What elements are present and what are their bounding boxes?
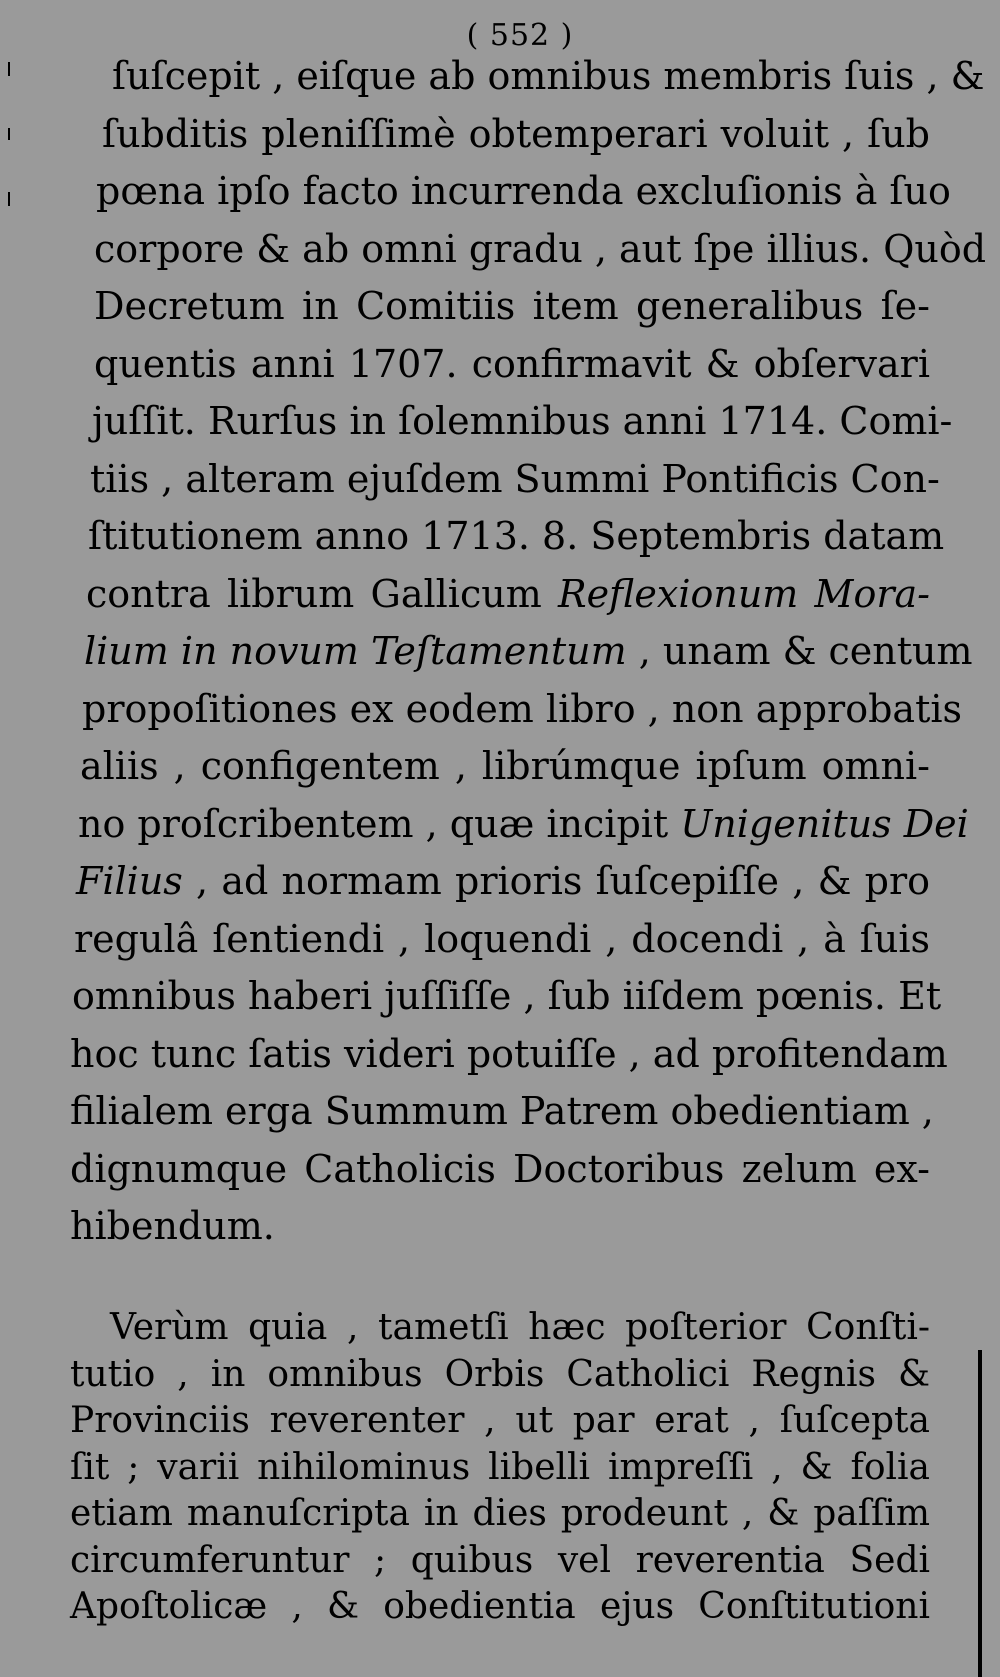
- paragraph-1: [70, 48, 987, 1256]
- text-line: Verùm quia , tametſi hæc poſterior Conſti-: [110, 1307, 930, 1348]
- text-line: circumferuntur ; quibus vel reverentia Sedi: [70, 1539, 930, 1581]
- right-edge-bar: [978, 1350, 982, 1677]
- italic-title: Filius: [76, 859, 183, 903]
- text-line: etiam manuſcripta in dies prodeunt , & paſſim: [70, 1493, 930, 1534]
- text-line: [70, 796, 969, 854]
- text-line: Decretum in Comitiis item generalibus ſe-: [94, 284, 930, 328]
- text-line: hoc tunc ſatis videri potuiſſe , ad profitendam: [70, 1031, 948, 1076]
- text-line: tiis , alteram ejuſdem Summi Pontificis Con-: [90, 456, 940, 501]
- text-line: ſit ; varii nihilominus libelli impreſſi , & folia: [70, 1446, 930, 1488]
- text-line: [70, 853, 930, 911]
- text-line: Apoſtolicæ , & obedientia ejus Conſtitutioni: [70, 1586, 930, 1627]
- page-number: ( 552 ): [466, 18, 574, 53]
- paragraph-2: [70, 1305, 930, 1631]
- left-margin-mark-2: [8, 128, 10, 140]
- text-line: pœna ipſo facto incurrenda excluſionis à ſuo: [96, 169, 951, 213]
- left-margin-mark-1: [8, 62, 10, 76]
- text-line: corpore & ab omni gradu , aut ſpe illius. Quòd: [94, 226, 987, 271]
- text-line: [70, 623, 973, 681]
- text-line: regulâ ſentiendi , loquendi , docendi , à ſuis: [74, 916, 930, 961]
- text-fragment: , ad normam prioris ſuſcepiſſe , & pro: [182, 859, 930, 903]
- text-line: filialem erga Summum Patrem obedientiam ,: [70, 1089, 934, 1133]
- italic-title: Reflexionum Mora-: [557, 571, 930, 616]
- text-fragment: no proſcribentem , quæ incipit: [78, 801, 681, 846]
- text-line: [70, 566, 930, 624]
- text-line: ſuſcepit , eiſque ab omnibus membris ſuis , &: [112, 54, 985, 98]
- text-line: hibendum.: [70, 1204, 275, 1248]
- italic-title: Unigenitus Dei: [680, 801, 969, 846]
- text-line: dignumque Catholicis Doctoribus zelum ex-: [70, 1146, 930, 1191]
- text-line: ſtitutionem anno 1713. 8. Septembris datam: [88, 514, 945, 558]
- text-line: juſſit. Rurſus in ſolemnibus anni 1714. Comi-: [92, 399, 953, 443]
- text-line: omnibus haberi juſſiſſe , ſub iiſdem pœnis. Et: [72, 974, 942, 1018]
- text-line: ſubditis pleniſſimè obtemperari voluit , ſub: [102, 111, 930, 156]
- text-line: tutio , in omnibus Orbis Catholici Regnis &: [70, 1353, 930, 1395]
- text-line: quentis anni 1707. confirmavit & obſervari: [94, 341, 930, 386]
- text-line: propoſitiones ex eodem libro , non approbatis: [82, 686, 962, 731]
- text-fragment: , unam & centum: [626, 629, 973, 673]
- text-line: aliis , configentem , librúmque ipſum omni-: [80, 744, 930, 788]
- italic-title: lium in novum Teſtamentum: [84, 629, 627, 673]
- left-margin-mark-3: [8, 192, 10, 206]
- text-fragment: contra librum Gallicum: [86, 571, 558, 616]
- text-line: Provinciis reverenter , ut par erat , ſuſcepta: [70, 1400, 930, 1441]
